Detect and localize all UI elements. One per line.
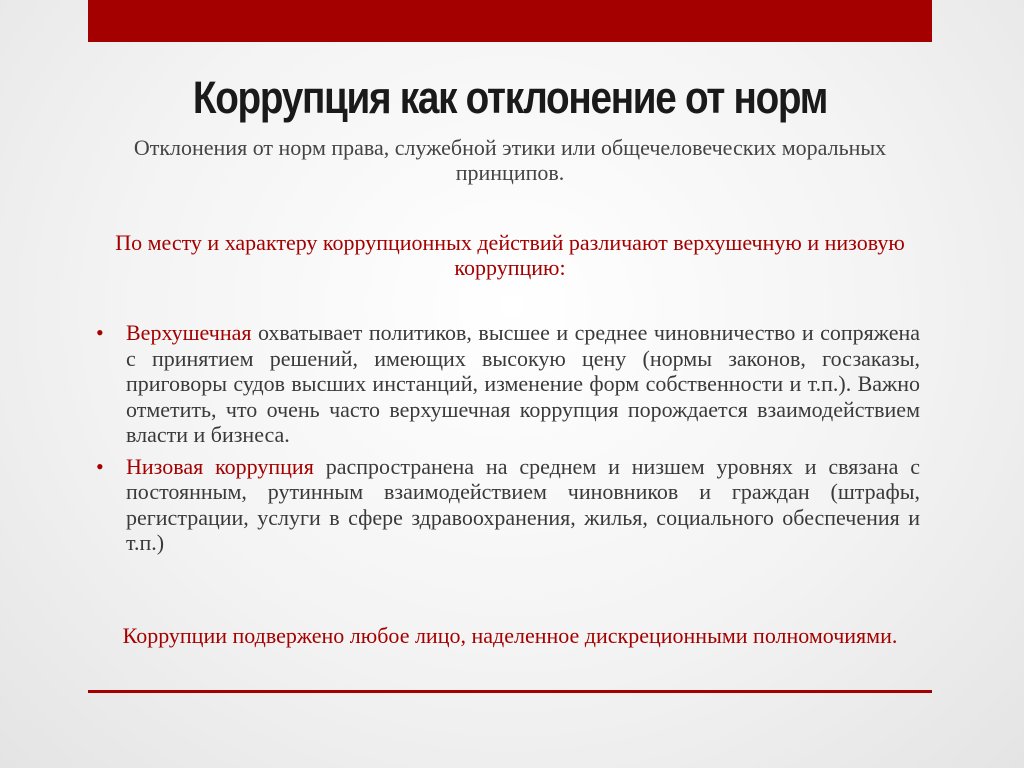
bullet-marker: • [96, 320, 104, 345]
slide-subtitle: Отклонения от норм права, служебной этики или общечеловеческих моральных принципов. [133, 135, 887, 185]
bullet-text: охватывает политиков, высшее и среднее чиновничество и сопряжена с принятием решений, имеющих высокую цену (нормы законов, госзаказы, приговоры судов высших инстанций, изменение форм собственности и т.п.). Важно отметить, что очень часто верхушечная коррупция порождается взаимодействием власти и бизнеса. [126, 320, 920, 447]
top-accent-bar [88, 0, 932, 42]
bullet-term: Верхушечная [126, 320, 252, 345]
bullet-text: распространена на среднем и низшем уровнях и связана с постоянным, рутинным взаимодействием чиновников и граждан (штрафы, регистрации, услуги в сфере здравоохранения, жилья, социального обеспечения и т.п.) [126, 453, 920, 555]
bullet-term: Низовая коррупция [126, 453, 314, 479]
slide-title: Коррупция как отклонение от норм [192, 72, 828, 123]
bullet-list [96, 320, 920, 562]
bullet-item-top-corruption [96, 320, 920, 448]
intro-text: По месту и характеру коррупционных действий различают верхушечную и низовую коррупцию: [115, 230, 905, 280]
bullet-marker: • [96, 453, 104, 479]
bullet-item-low-corruption [96, 454, 920, 556]
bottom-divider [88, 690, 932, 693]
conclusion-text: Коррупции подвержено любое лицо, наделенное дискреционными полномочиями. [122, 623, 898, 648]
